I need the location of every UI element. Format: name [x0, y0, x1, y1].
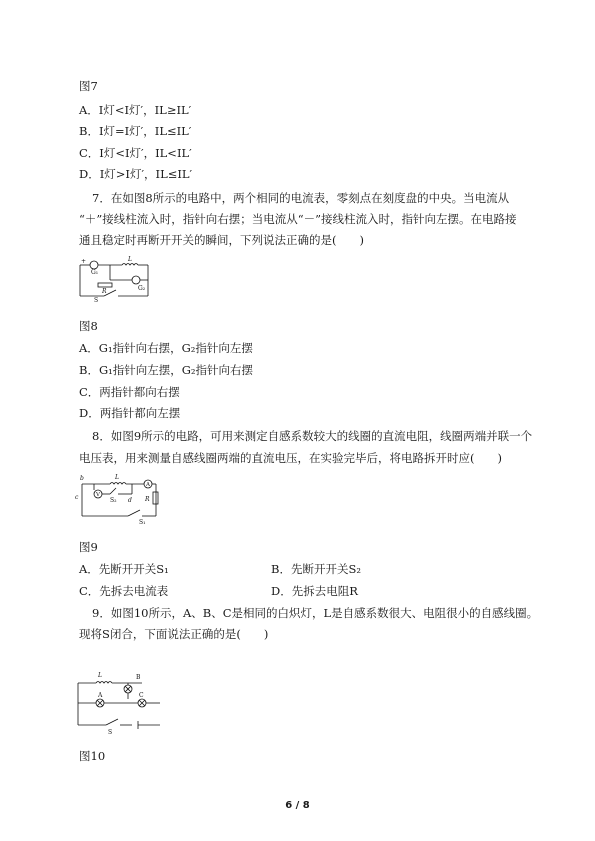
figure-8-r-label: R — [102, 288, 107, 295]
q7-stem-line-1: 7．在如图8所示的电路中，两个相同的电流表，零刻点在刻度盘的中央。当电流从 — [92, 191, 510, 205]
q8-stem-line-1: 8．如图9所示的电路，可用来测定自感系数较大的线圈的直流电阻，线圈两端并联一个 — [92, 429, 533, 443]
figure-9-r-label: R — [145, 496, 150, 503]
figure-9-v-label: V — [96, 492, 100, 498]
figure-10-l-label: L — [98, 672, 102, 679]
figure-9-d-label: d — [128, 497, 132, 504]
figure-9-circuit — [75, 474, 162, 526]
figure-9-b-label: b — [80, 475, 84, 482]
page-number: 6 / 8 — [285, 800, 310, 811]
figure-8-g1-label: G₁ — [91, 269, 99, 276]
figure-10-c-label: C — [139, 692, 144, 699]
figure-8-s-label: S — [94, 297, 99, 304]
figure-9-c-label: c — [75, 494, 79, 501]
figure-7-caption: 图7 — [79, 79, 98, 93]
q8-stem-line-2: 电压表，用来测量自感线圈两端的直流电压，在实验完毕后，将电路拆开时应( ) — [79, 451, 502, 465]
figure-9-caption: 图9 — [79, 540, 98, 554]
q6-option-c: C．I灯<I灯′，IL<IL′ — [79, 146, 192, 160]
q7-option-a: A．G₁指针向右摆，G₂指针向左摆 — [79, 341, 253, 355]
figure-9-s2-label: S₂ — [110, 497, 117, 504]
figure-9-a-meter-label: A — [146, 482, 150, 488]
figure-8-l-label: L — [128, 256, 132, 263]
figure-10-a-label: A — [98, 692, 103, 699]
q7-option-c: C．两指针都向右摆 — [79, 385, 180, 399]
figure-8-circuit — [80, 256, 155, 304]
q9-stem-line-2: 现将S闭合，下面说法正确的是( ) — [79, 627, 269, 641]
figure-8-plus-label: + — [81, 258, 87, 265]
figure-9-s1-label: S₁ — [139, 519, 146, 526]
q8-option-d: D．先拆去电阻R — [271, 584, 358, 598]
figure-10-s-label: S — [108, 729, 113, 736]
figure-10-caption: 图10 — [79, 749, 106, 763]
figure-9-l-label: L — [115, 474, 119, 481]
figure-8-g2-label: G₂ — [138, 285, 146, 292]
q8-option-a: A．先断开开关S₁ — [79, 562, 169, 576]
q8-option-c: C．先拆去电流表 — [79, 584, 169, 598]
q7-option-d: D．两指针都向左摆 — [79, 406, 181, 420]
q7-stem-line-2: “＋”接线柱流入时，指针向右摆；当电流从“－”接线柱流入时，指针向左摆。在电路接 — [79, 212, 517, 226]
q6-option-b: B．I灯=I灯′，IL≤IL′ — [79, 124, 192, 138]
q9-stem-line-1: 9．如图10所示，A、B、C是相同的白炽灯，L是自感系数很大、电阻很小的自感线圈。 — [92, 606, 539, 620]
q6-option-d: D．I灯>I灯′，IL≤IL′ — [79, 167, 193, 181]
q7-stem-line-3: 通且稳定时再断开开关的瞬间，下列说法正确的是( ) — [79, 233, 364, 247]
q7-option-b: B．G₁指针向左摆，G₂指针向右摆 — [79, 363, 254, 377]
q6-option-a: A．I灯<I灯′，IL≥IL′ — [79, 103, 192, 117]
figure-10-circuit — [76, 665, 166, 735]
figure-10-b-label: B — [136, 674, 141, 681]
q8-option-b: B．先断开开关S₂ — [271, 562, 361, 576]
figure-8-caption: 图8 — [79, 319, 98, 333]
